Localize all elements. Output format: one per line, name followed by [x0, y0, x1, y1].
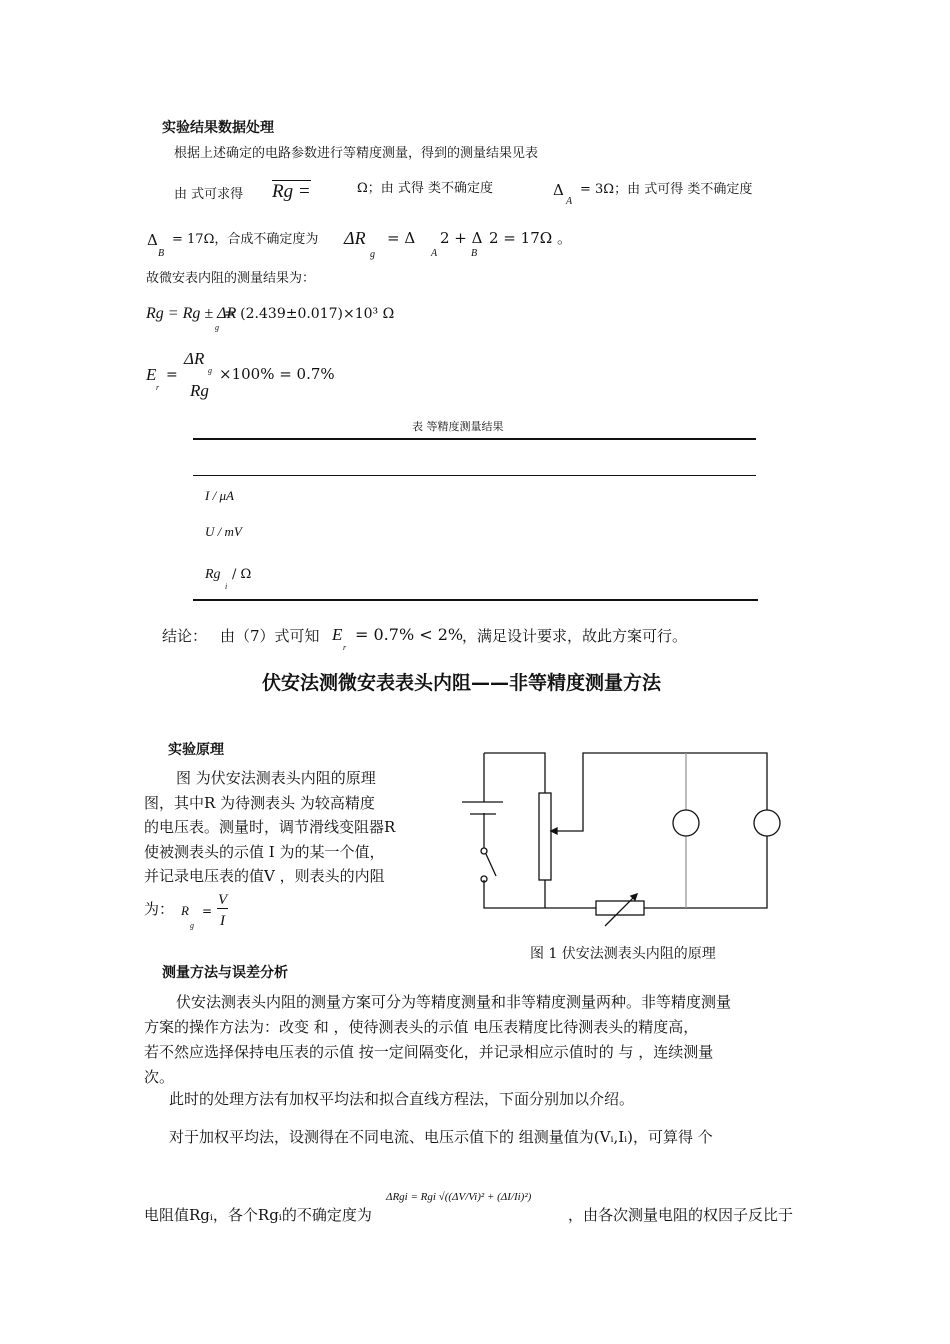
text-line: 图 为伏安法测表头内阻的原理	[176, 769, 376, 787]
section-heading: 实验结果数据处理	[162, 120, 274, 136]
formula-value: = 0.7% < 2%	[355, 625, 464, 644]
table-caption: 表 等精度测量结果	[412, 420, 504, 433]
formula: 2 = 17Ω 。	[489, 229, 572, 247]
text-line: 方案的操作方法为：改变 和 ，使待测表头的示值 电压表精度比待测表头的精度高，	[144, 1018, 699, 1036]
formula: E	[146, 365, 157, 384]
formula: E	[332, 625, 343, 644]
intro-text: 根据上述确定的电路参数进行等精度测量，得到的测量结果见表	[174, 146, 539, 161]
unit: / Ω	[232, 567, 252, 582]
formula-value: ×100% = 0.7%	[219, 365, 335, 383]
text: ，满足设计要求，故此方案可行。	[462, 627, 688, 645]
text-line: 图，其中R 为待测表头 为较高精度	[144, 793, 375, 812]
sub: B	[471, 248, 478, 259]
formula: ΔR	[184, 349, 205, 368]
switch-icon	[486, 854, 496, 876]
slider-arrow-icon	[551, 828, 557, 834]
circuit-wires	[484, 753, 767, 908]
sub: g	[190, 921, 194, 930]
paragraph: 此时的处理方法有加权平均法和拟合直线方程法，下面分别加以介绍。	[169, 1090, 635, 1108]
variable-resistor-icon	[596, 901, 644, 915]
slide-rheostat-icon	[539, 793, 551, 880]
sub: r	[343, 643, 347, 652]
sub: A	[431, 248, 438, 259]
sub: r	[156, 383, 160, 392]
formula: Rg = Rg ± ΔR	[146, 305, 237, 322]
text-line: 若不然应选择保持电压表的示值 按一定间隔变化，并记录相应示值时的 与 ，连续测量	[144, 1043, 714, 1061]
text: 由（7）式可知	[220, 627, 320, 645]
formula: R	[181, 903, 189, 918]
sub: g	[208, 366, 212, 375]
voltmeter-icon	[754, 810, 780, 836]
sub: A	[566, 196, 573, 207]
delta: Δ	[553, 181, 564, 199]
sub: g	[370, 249, 375, 260]
text-line: 伏安法测表头内阻的测量方案可分为等精度测量和非等精度测量两种。非等精度测量	[176, 993, 732, 1011]
section-title: 伏安法测微安表表头内阻——非等精度测量方法	[262, 672, 662, 694]
text-line: 次。	[144, 1068, 175, 1086]
formula: = Δ	[387, 229, 416, 247]
text: 故微安表内阻的测量结果为：	[146, 271, 316, 286]
delta: Δ	[147, 231, 158, 249]
text: = 17Ω，合成不确定度为	[172, 232, 319, 247]
paragraph: 对于加权平均法，设测得在不同电流、电压示值下的 组测量值为(Vᵢ,Iᵢ)，可算得 个	[169, 1128, 713, 1146]
paragraph: ，由各次测量电阻的权因子反比于	[568, 1206, 794, 1224]
text: 由 式可求得	[174, 187, 244, 202]
paragraph: 电阻值Rgᵢ，各个Rgᵢ的不确定度为	[144, 1206, 372, 1224]
text: = 3Ω；由 式可得 类不确定度	[580, 182, 753, 197]
formula: I	[220, 913, 225, 929]
sub: i	[225, 582, 228, 591]
formula-value: = (2.439±0.017)×10³ Ω	[224, 306, 395, 322]
formula: 2 + Δ	[440, 229, 483, 247]
subsection-heading: 测量方法与误差分析	[162, 965, 288, 981]
conclusion-label: 结论：	[162, 627, 208, 645]
table-row: U / mV	[205, 524, 242, 539]
table-row: Rg	[205, 567, 221, 582]
uncertainty-formula: ΔRgi = Rgi √((ΔV/Vi)² + (ΔI/Ii)²)	[386, 1191, 532, 1203]
switch-terminal-icon	[481, 848, 487, 854]
figure-caption: 图 1 伏安法测表头内阻的原理	[530, 946, 716, 962]
rg-mean: Rg =	[272, 181, 311, 202]
method-text	[144, 990, 731, 1090]
subsection-heading: 实验原理	[168, 742, 224, 758]
text-line: 并记录电压表的值V ，则表头的内阻	[144, 867, 385, 885]
sub: g	[215, 323, 219, 332]
microammeter-icon	[673, 810, 699, 836]
formula: V	[218, 892, 228, 908]
document-page: 实验结果数据处理 根据上述确定的电路参数进行等精度测量，得到的测量结果见表 由 式可求得 Rg = Ω；由 式得 类不确定度 Δ A = 3Ω；由 式可得 类不确定度 Δ B = 17Ω，合成不确定度为 ΔR g = Δ A 2 + Δ B 2 = 17Ω 。 故微安表内阻的测量结果为： Rg = Rg ± ΔR g = (2.439±0.017)×10³ Ω E r = ΔR g Rg ×100% = 0.7% 表 等精度测量结果 I / μA U / mV Rg i / Ω 结论： 由（7）式可知 E r = 0.7% < 2% ，满足设计要求，故此方案可行。 伏安法测微安表表头内阻——非等精度测量方法 实验原理 图 为伏安法测表头内阻的原理 图，其中R 为待测表头 为较高精度 的电压表。测量时，调节滑线变阻器R 使被测表头的示值 I 为的某一个值， 并记录电压表的值V ，则表头的内阻 为： R g = V I 图 1 伏安法测表头内阻的原理 测量方法与误差分析 伏安法测表头内阻的测量方案可分为等精度测量和非等精度测量两种。非等精度测量 方案的操作方法为：改变 和 ，使待测表头的示值 电压表精度比待测表头的精度高， 若不然应选择保持电压表的示值 按一定间隔变化，并记录相应示值时的 与 ，连续测量 次。 此时的处理方法有加权平均法和拟合直线方程法，下面分别加以介绍。 对于加权平均法，设测得在不同电流、电压示值下的 组测量值为(Vᵢ,Iᵢ)，可算得 个 电阻值Rgᵢ，各个Rgᵢ的不确定度为 ΔRgi = Rgi √((ΔV/Vi)² + (ΔI/Ii)²) ，由各次测量电阻的权因子反比于	[0, 0, 950, 1344]
text: 为：	[144, 900, 175, 918]
table-row: I / μA	[205, 488, 234, 503]
formula: ΔR	[344, 228, 366, 248]
text: Ω；由 式得 类不确定度	[357, 181, 494, 196]
text-line: 使被测表头的示值 I 为的某一个值，	[144, 842, 385, 861]
text-line: 的电压表。测量时，调节滑线变阻器R	[144, 818, 396, 836]
sub: B	[158, 248, 165, 259]
formula: Rg	[190, 381, 209, 400]
